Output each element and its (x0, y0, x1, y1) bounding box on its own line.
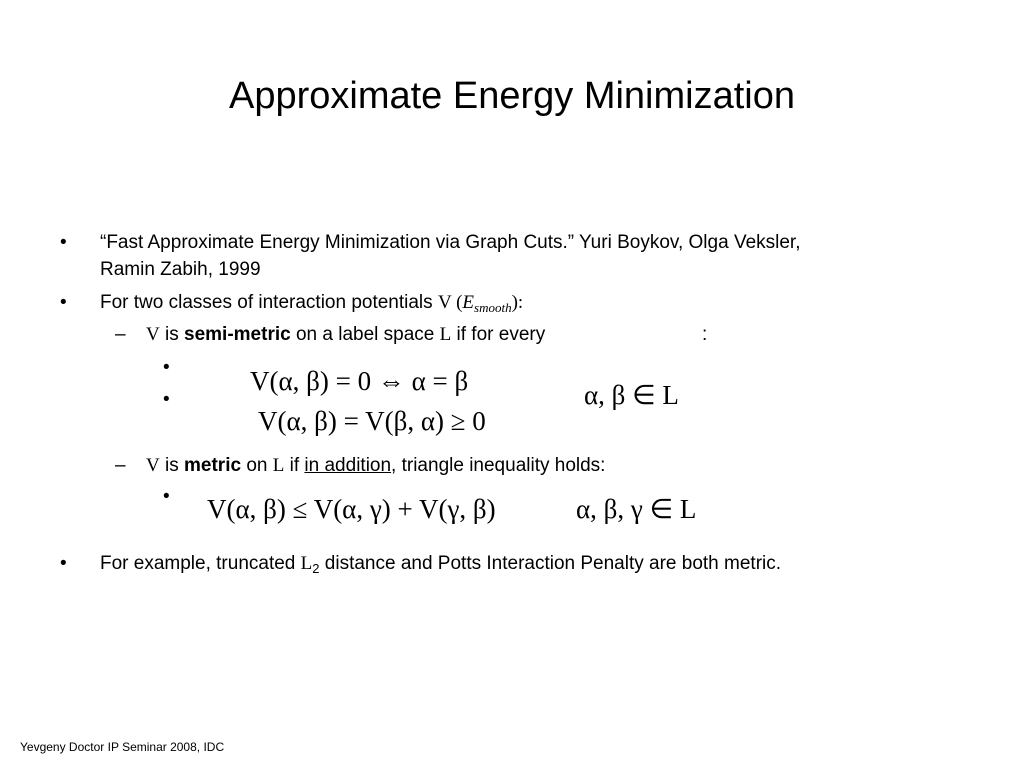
bullet-marker: • (60, 232, 67, 253)
triangle-text: , triangle inequality holds: (391, 455, 606, 476)
paren-close: ): (511, 292, 524, 313)
bullet-marker: • (163, 389, 170, 410)
if-text: if (284, 455, 305, 476)
footer: Yevgeny Doctor IP Seminar 2008, IDC (20, 740, 225, 754)
semi-metric-line (146, 323, 545, 347)
bullet-marker: • (163, 357, 170, 378)
on-text: on (241, 455, 273, 476)
metric-term: metric (184, 455, 242, 476)
e-subscript: smooth (474, 300, 512, 315)
v-symbol: V (146, 455, 160, 476)
metric-line (146, 454, 605, 478)
example-post: distance and Potts Interaction Penalty are both metric. (319, 553, 782, 574)
slide-title: Approximate Energy Minimization (228, 75, 795, 117)
dash-marker: – (115, 324, 126, 345)
is-text: is (159, 455, 185, 476)
l-subscript: 2 (312, 561, 320, 576)
v-symbol: V (437, 292, 452, 313)
v-symbol: V (146, 324, 160, 345)
domain-condition: α, β ∈ L (584, 380, 679, 410)
example-pre: For example, truncated (100, 553, 301, 574)
paren-open: ( (451, 292, 463, 313)
citation-line-2: Ramin Zabih, 1999 (100, 259, 261, 280)
symmetry-equation: V(α, β) = V(β, α) ≥ 0 (258, 406, 486, 436)
dash-marker: – (115, 455, 126, 476)
bullet-marker: • (60, 292, 67, 313)
l-symbol: L (272, 455, 285, 476)
l-symbol: L (439, 324, 452, 345)
colon: : (702, 324, 708, 345)
if-for-every-text: if for every (451, 324, 546, 345)
citation-line-1: “Fast Approximate Energy Minimization via Graph Cuts.” Yuri Boykov, Olga Veksler, (100, 232, 801, 253)
identity-equation: V(α, β) = 0 ⇔ α = β (250, 366, 469, 396)
example-line (100, 552, 781, 581)
in-addition-text: in addition (304, 455, 392, 476)
e-symbol: E (462, 292, 475, 313)
is-text: is (159, 324, 185, 345)
label-space-text: on a label space (290, 324, 440, 345)
bullet-marker: • (60, 553, 67, 574)
semi-metric-term: semi-metric (184, 324, 291, 345)
triangle-domain: α, β, γ ∈ L (576, 494, 697, 524)
triangle-equation: V(α, β) ≤ V(α, γ) + V(γ, β) (207, 494, 496, 524)
potentials-text: For two classes of interaction potentials (100, 292, 438, 313)
potentials-line (100, 291, 523, 320)
l-symbol: L (300, 553, 313, 574)
bullet-marker: • (163, 486, 170, 507)
